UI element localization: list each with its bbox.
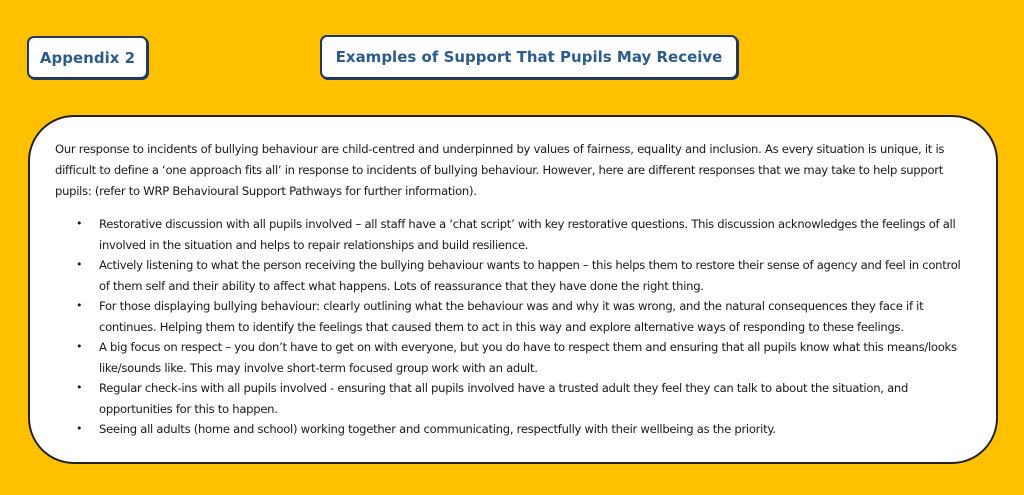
list-item-text: For those displaying bullying behaviour: clearly outlining what the behaviour was and why it was wrong, and the natural consequences they face if it continues. Helping them to identify the feelings that caused them to act in this way and explore alternative ways of responding to these feelings. [99, 299, 924, 334]
bullet-icon: • [76, 340, 83, 353]
appendix-label: Appendix 2 [27, 36, 148, 79]
bullet-icon: • [76, 258, 83, 271]
list-item-text: Actively listening to what the person receiving the bullying behaviour wants to happen – this helps them to restore their sense of agency and feel in control of them self and their ability to affect what happens. Lots of reassurance that they have done the right thing. [99, 258, 961, 293]
support-list [55, 214, 966, 440]
bullet-icon: • [76, 422, 83, 435]
bullet-icon: • [76, 217, 83, 230]
intro-paragraph: Our response to incidents of bullying behaviour are child-centred and underpinned by values of fairness, equality and inclusion. As every situation is unique, it is difficult to define a ‘one approach fits all’ in response to incidents of bullying behaviour. However, here are different responses that we may take to help support pupils: (refer to WRP Behavioural Support Pathways for further information). [55, 142, 945, 198]
list-item-text: Regular check-ins with all pupils involved - ensuring that all pupils involved have a trusted adult they feel they can talk to about the situation, and opportunities for this to happen. [99, 381, 909, 416]
list-item-text: Restorative discussion with all pupils involved – all staff have a ‘chat script’ with key restorative questions. This discussion acknowledges the feelings of all involved in the situation and helps to repair relationships and build resilience. [99, 217, 956, 252]
page-title: Examples of Support That Pupils May Receive [320, 35, 738, 79]
list-item-text: A big focus on respect – you don’t have to get on with everyone, but you do have to respect them and ensuring that all pupils know what this means/looks like/sounds like. This may involve short-term focused group work with an adult. [99, 340, 957, 375]
list-item [55, 337, 966, 378]
bullet-icon: • [76, 381, 83, 394]
list-item-text: Seeing all adults (home and school) working together and communicating, respectfully with their wellbeing as the priority. [99, 422, 776, 436]
list-item [55, 214, 966, 255]
support-content-card [28, 115, 998, 464]
list-item [55, 419, 966, 440]
bullet-icon: • [76, 299, 83, 312]
list-item [55, 296, 966, 337]
list-item [55, 378, 966, 419]
list-item [55, 255, 966, 296]
